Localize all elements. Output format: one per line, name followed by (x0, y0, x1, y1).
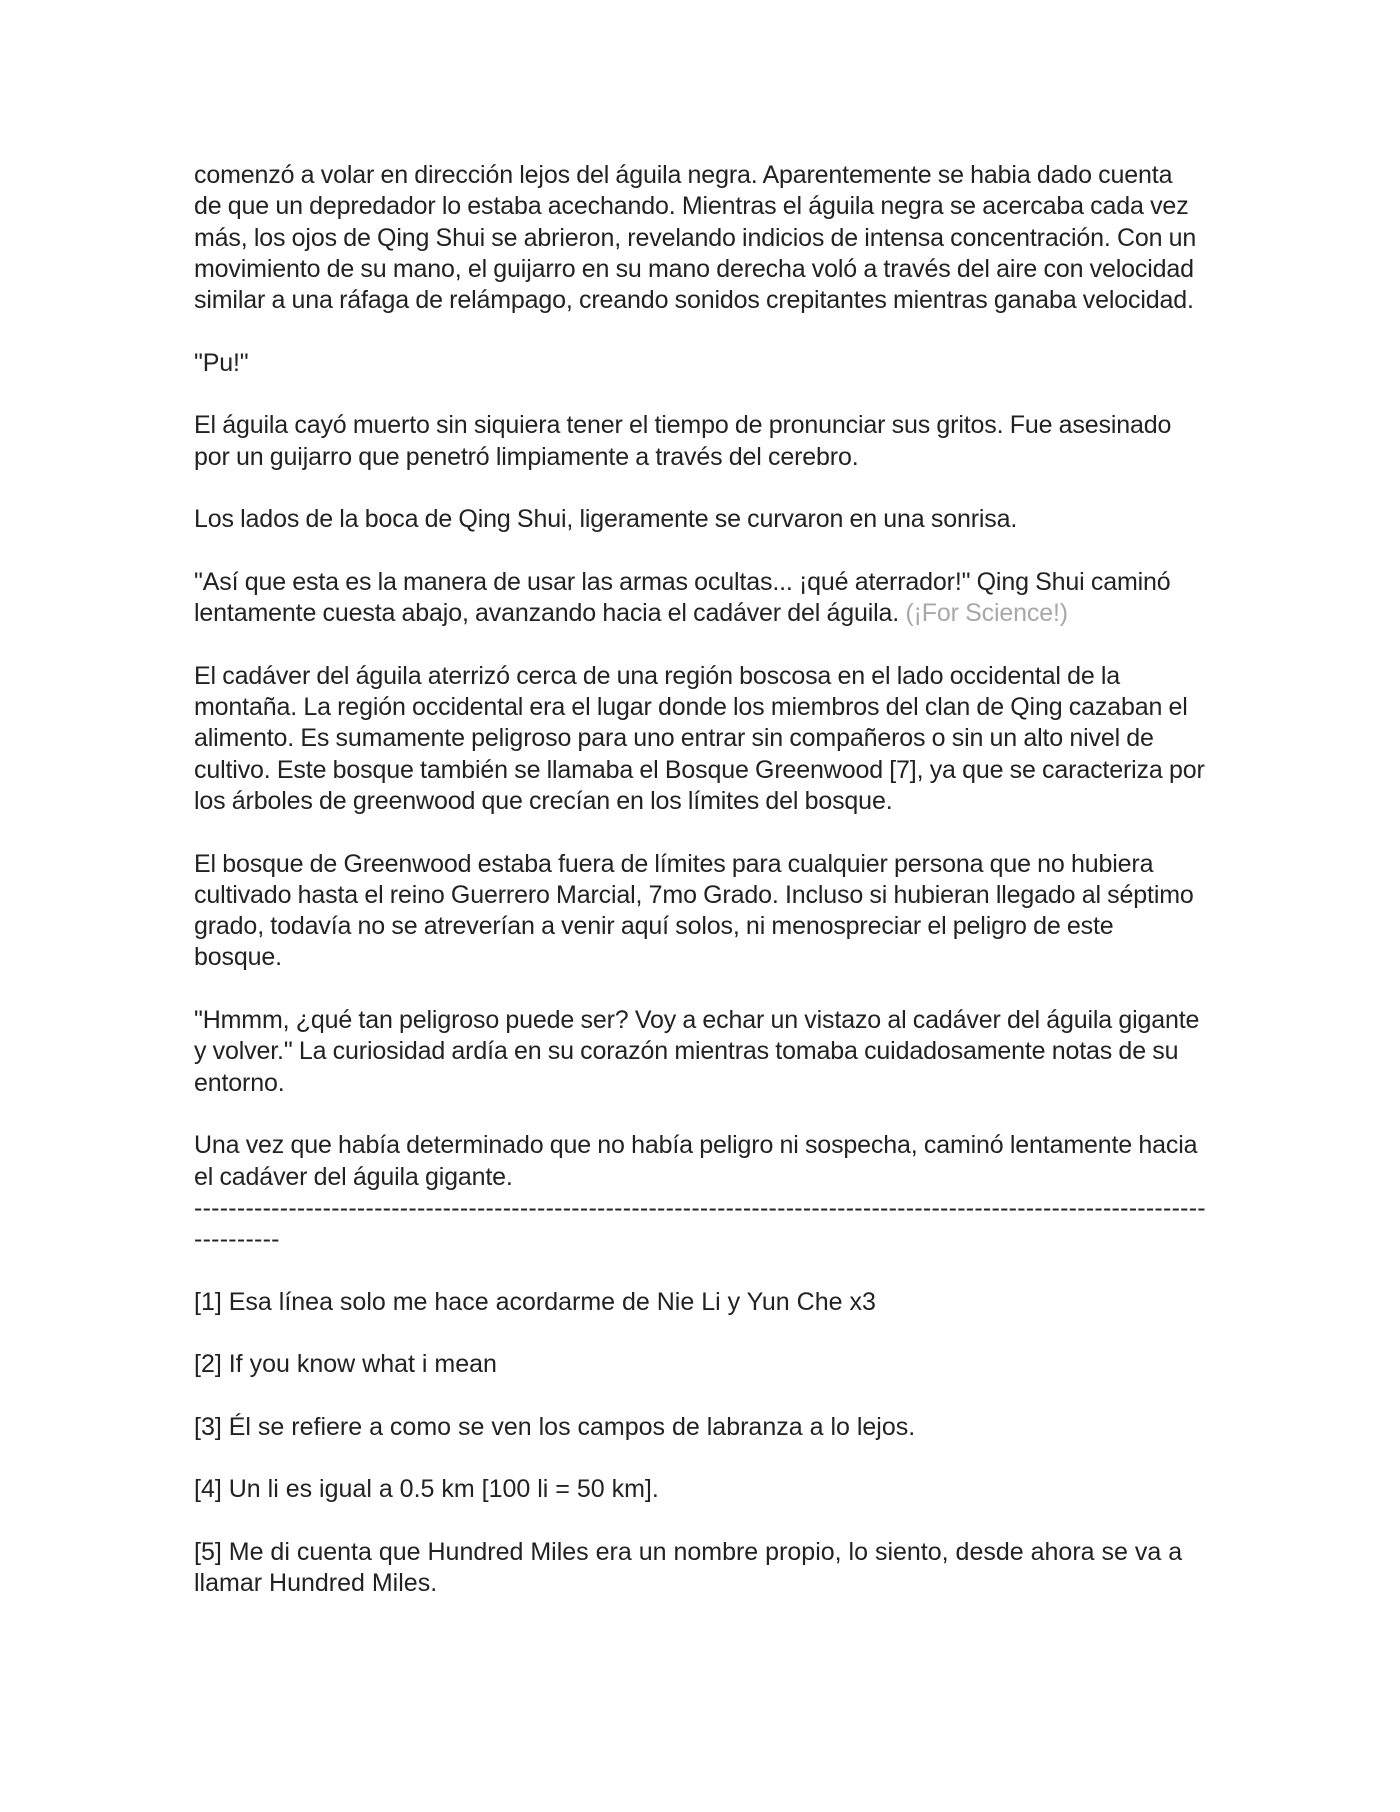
footnote: [1] Esa línea solo me hace acordarme de Nie Li y Yun Che x3 (194, 1287, 876, 1316)
story-paragraph: "Hmmm, ¿qué tan peligroso puede ser? Voy a echar un vistazo al cadáver del águila gigante y volver." La curiosidad ardía en su corazón mientras tomaba cuidadosamente notas de su entorno. (194, 1006, 1200, 1097)
footnote: [4] Un li es igual a 0.5 km [100 li = 50 km]. (194, 1475, 659, 1504)
footnote: [2] If you know what i mean (194, 1350, 497, 1379)
quote-text: "Así que esta es la manera de usar las armas ocultas... ¡qué aterrador!" Qing Shui caminó lentamente cuesta abajo, avanzando hacia el cadáver del águila. (194, 567, 1171, 628)
story-paragraph: comenzó a volar en dirección lejos del águila negra. Aparentemente se habia dado cuenta de que un depredador lo estaba acechando. Mientras el águila negra se acercaba cada vez más, los ojos de Qing Shui se abrieron, revelando indicios de intensa concentración. Con un movimiento de su mano, el guijarro en su mano derecha voló a través del aire con velocidad similar a una ráfaga de relámpago, creando sonidos crepitantes mientras ganaba velocidad. (194, 161, 1197, 315)
footnote: [5] Me di cuenta que Hundred Miles era un nombre propio, lo siento, desde ahora se va a llamar Hundred Miles. (194, 1538, 1183, 1598)
story-paragraph: El cadáver del águila aterrizó cerca de una región boscosa en el lado occidental de la montaña. La región occidental era el lugar donde los miembros del clan de Qing cazaban el alimento. Es sumamente peligroso para uno entrar sin compañeros o sin un alto nivel de cultivo. Este bosque también se llamaba el Bosque Greenwood [7], ya que se caracteriza por los árboles de greenwood que crecían en los límites del bosque. (194, 661, 1205, 815)
translator-aside: (¡For Science!) (905, 599, 1068, 628)
story-paragraph: "Pu!" (194, 348, 249, 377)
story-paragraph: El águila cayó muerto sin siquiera tener el tiempo de pronunciar sus gritos. Fue asesinado por un guijarro que penetró limpiamente a través del cerebro. (194, 411, 1172, 471)
story-paragraph: Una vez que había determinado que no había peligro ni sospecha, caminó lentamente hacia el cadáver del águila gigante. (194, 1131, 1198, 1191)
story-paragraph: El bosque de Greenwood estaba fuera de límites para cualquier persona que no hubiera cultivado hasta el reino Guerrero Marcial, 7mo Grado. Incluso si hubieran llegado al séptimo grado, todavía no se atreverían a venir aquí solos, ni menospreciar el peligro de este bosque. (194, 849, 1194, 972)
story-paragraph-with-aside (194, 567, 1206, 630)
footnote-divider: -------------------------------------------------------------------------------------------------------------------------------- (194, 1193, 1206, 1254)
footnote: [3] Él se refiere a como se ven los campos de labranza a lo lejos. (194, 1412, 916, 1441)
story-paragraph: Los lados de la boca de Qing Shui, ligeramente se curvaron en una sonrisa. (194, 505, 1018, 534)
document-page (194, 160, 1206, 1631)
